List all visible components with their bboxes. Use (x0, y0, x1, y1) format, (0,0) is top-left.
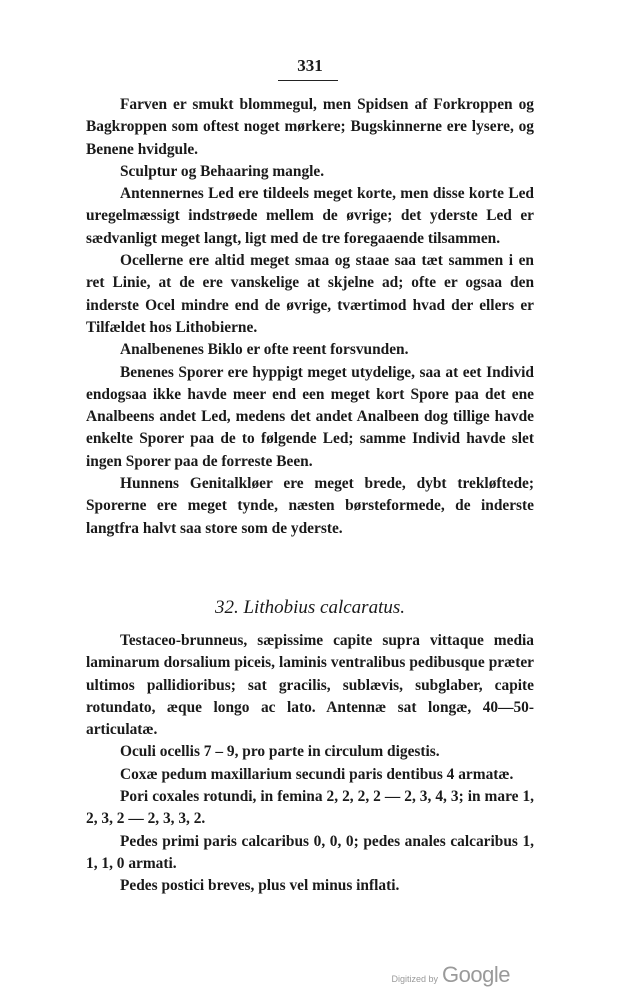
latin-paragraph-hind-legs: Pedes postici breves, plus vel minus inflati. (120, 877, 400, 895)
latin-paragraph-coxae: Coxæ pedum maxillarium secundi paris dentibus 4 armatæ. (120, 765, 514, 783)
paragraph-genital-claws: Hunnens Genitalkløer ere meget brede, dybt trekløftede; Sporerne ere meget tynde, næsten børsteformede, de inderste langtfra halvt saa store som de yderste. (86, 475, 534, 537)
google-logo: Google (442, 962, 510, 987)
paragraph-antennae: Antennernes Led ere tildeels meget korte, men disse korte Led uregelmæssigt indstrøede mellem de øvrige; det yderste Led er sædvanligt meget langt, ligt med de tre foregaaende tilsammen. (86, 185, 534, 247)
section-heading: 32. Lithobius calcaratus. (214, 597, 405, 618)
latin-paragraph-body: Testaceo-brunneus, sæpissime capite supra vittaque media laminarum dorsalium piceis, laminis ventralibus pedibusque præter ultimos pallidioribus; sat gracilis, sublævis, subglaber, capite rotundato, æque longo ac lato. Antennæ sat longæ, 40—50-articulatæ. (86, 632, 534, 739)
header-rule (278, 80, 338, 81)
paragraph-spurs: Benenes Sporer ere hyppigt meget utydelige, saa at eet Individ endogsaa ikke havde meer end een meget kort Spore paa det ene Analbeens andet Led, medens det andet Analbeen dog tillige havde enkelte Sporer paa de to følgende Led; samme Individ havde slet ingen Sporer paa de forreste Been. (86, 363, 534, 470)
latin-paragraph-legs: Pedes primi paris calcaribus 0, 0, 0; pedes anales calcaribus 1, 1, 1, 0 armati. (86, 832, 534, 872)
digitized-watermark (392, 962, 510, 988)
danish-description (86, 94, 534, 540)
paragraph-color: Farven er smukt blommegul, men Spidsen af Forkroppen og Bagkroppen som oftest noget mørkere; Bugskinnerne ere lysere, og Benene hvidgule. (86, 96, 534, 158)
latin-paragraph-eyes: Oculi ocellis 7 – 9, pro parte in circulum digestis. (120, 743, 440, 761)
latin-paragraph-pores: Pori coxales rotundi, in femina 2, 2, 2, 2 — 2, 3, 4, 3; in mare 1, 2, 3, 2 — 2, 3, 3, 2. (86, 788, 534, 828)
watermark-prefix: Digitized by (391, 974, 439, 984)
paragraph-ocelli: Ocellerne ere altid meget smaa og staae saa tæt sammen i en ret Linie, at de ere vanskelige at skjelne ad; ofte er ogsaa den inderste Ocel mindre end de øvrige, tværtimod hvad der ellers er Tilfældet hos Lithobierne. (86, 252, 534, 336)
latin-diagnosis (86, 630, 534, 898)
paragraph-anal-claw: Analbenenes Biklo er ofte reent forsvunden. (120, 341, 409, 359)
paragraph-sculpture: Sculptur og Behaaring mangle. (120, 162, 325, 180)
page-number: 331 (297, 56, 323, 75)
